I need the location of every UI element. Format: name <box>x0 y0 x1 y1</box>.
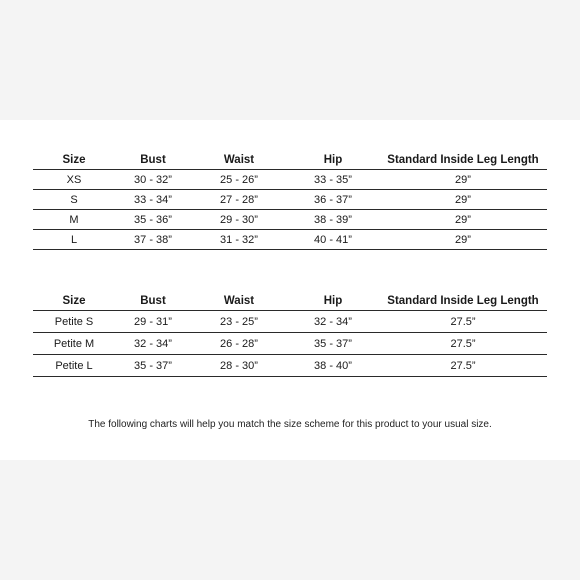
header-size: Size <box>33 151 115 170</box>
header-inside-leg: Standard Inside Leg Length <box>379 292 547 311</box>
bust-cell: 35 - 36” <box>115 210 191 230</box>
petite-size-table <box>33 292 547 377</box>
inside-leg-cell: 27.5” <box>379 355 547 377</box>
size-cell: Petite L <box>33 355 115 377</box>
bust-cell: 37 - 38” <box>115 230 191 250</box>
hip-cell: 36 - 37” <box>287 190 379 210</box>
size-cell: Petite M <box>33 333 115 355</box>
regular-size-table <box>33 151 547 250</box>
waist-cell: 28 - 30” <box>191 355 287 377</box>
inside-leg-cell: 27.5” <box>379 311 547 333</box>
bust-cell: 29 - 31” <box>115 311 191 333</box>
table-row <box>33 230 547 250</box>
header-bust: Bust <box>115 151 191 170</box>
table-header-row <box>33 292 547 311</box>
table-header-row <box>33 151 547 170</box>
bust-cell: 35 - 37” <box>115 355 191 377</box>
size-cell: Petite S <box>33 311 115 333</box>
waist-cell: 26 - 28” <box>191 333 287 355</box>
header-hip: Hip <box>287 292 379 311</box>
size-chart-note: The following charts will help you match the size scheme for this product to your usual size. <box>88 419 492 430</box>
header-inside-leg: Standard Inside Leg Length <box>379 151 547 170</box>
table-row <box>33 311 547 333</box>
header-bust: Bust <box>115 292 191 311</box>
hip-cell: 33 - 35” <box>287 170 379 190</box>
table-row <box>33 355 547 377</box>
size-cell: M <box>33 210 115 230</box>
size-cell: L <box>33 230 115 250</box>
hip-cell: 38 - 40” <box>287 355 379 377</box>
hip-cell: 35 - 37” <box>287 333 379 355</box>
waist-cell: 23 - 25” <box>191 311 287 333</box>
bust-cell: 30 - 32” <box>115 170 191 190</box>
bust-cell: 33 - 34” <box>115 190 191 210</box>
waist-cell: 25 - 26” <box>191 170 287 190</box>
inside-leg-cell: 27.5” <box>379 333 547 355</box>
waist-cell: 31 - 32” <box>191 230 287 250</box>
size-cell: XS <box>33 170 115 190</box>
header-size: Size <box>33 292 115 311</box>
hip-cell: 40 - 41” <box>287 230 379 250</box>
bust-cell: 32 - 34” <box>115 333 191 355</box>
hip-cell: 38 - 39” <box>287 210 379 230</box>
header-hip: Hip <box>287 151 379 170</box>
inside-leg-cell: 29” <box>379 230 547 250</box>
table-row <box>33 210 547 230</box>
inside-leg-cell: 29” <box>379 170 547 190</box>
table-row <box>33 333 547 355</box>
table-row <box>33 170 547 190</box>
inside-leg-cell: 29” <box>379 190 547 210</box>
waist-cell: 29 - 30” <box>191 210 287 230</box>
inside-leg-cell: 29” <box>379 210 547 230</box>
size-cell: S <box>33 190 115 210</box>
header-waist: Waist <box>191 292 287 311</box>
hip-cell: 32 - 34” <box>287 311 379 333</box>
waist-cell: 27 - 28” <box>191 190 287 210</box>
size-chart-card <box>0 120 580 460</box>
header-waist: Waist <box>191 151 287 170</box>
table-row <box>33 190 547 210</box>
